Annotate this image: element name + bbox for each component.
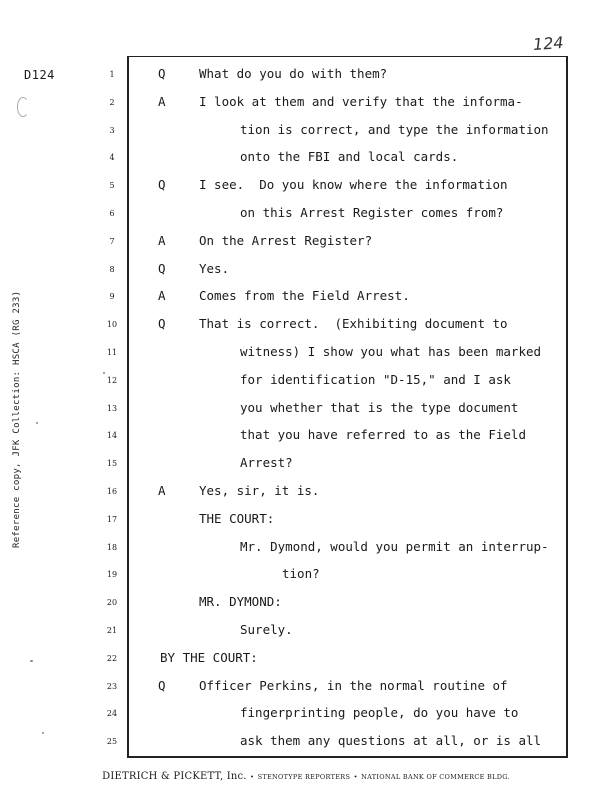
transcript-line [0,287,612,307]
line-number: 10 [106,320,118,330]
footer-separator: • [353,773,358,781]
bottom-rule [127,756,568,758]
speaker-label: Q [158,177,166,193]
line-text: What do you do with them? [199,66,388,81]
line-text: I look at them and verify that the informa- [199,93,523,109]
speaker-label: Q [158,260,166,276]
transcript-line [0,510,612,530]
footer-separator: • [250,773,255,781]
line-text: MR. DYMOND: [199,594,282,610]
line-text: on this Arrest Register comes from? [240,205,504,220]
line-text: ask them any questions at all, or is all [240,733,542,749]
scan-speck [103,372,105,374]
transcript-line [0,538,612,558]
line-number: 8 [109,264,115,274]
speaker-label: Q [158,677,166,693]
line-number: 21 [106,626,118,635]
line-text: tion is correct, and type the information [240,121,549,137]
speaker-label: A [158,93,166,109]
line-text: Surely. [240,622,293,637]
line-number: 18 [106,542,118,552]
line-text: fingerprinting people, do you have to [240,705,519,721]
line-text: that you have referred to as the Field [240,427,526,443]
line-number: 19 [106,570,118,580]
scan-speck [36,422,38,424]
line-text: Officer Perkins, in the normal routine of [199,677,508,693]
handwritten-page-number: 124 [532,32,565,55]
line-number: 3 [109,125,115,135]
transcript-line [0,649,612,669]
speaker-label: Q [158,316,166,332]
line-number: 2 [109,97,115,107]
line-text: That is correct. (Exhibiting document to [199,316,508,332]
scan-speck [42,732,44,734]
transcript-line [0,482,612,502]
transcript-line [0,260,612,280]
line-number: 1 [109,70,115,79]
line-number: 9 [109,292,115,302]
line-number: 6 [109,209,115,218]
line-number: 15 [106,459,118,469]
line-text: THE COURT: [199,510,275,526]
line-number: 14 [106,431,118,441]
line-text: witness) I show you what has been marked [240,344,542,359]
transcript-line [0,399,612,419]
line-text: onto the FBI and local cards. [240,149,459,165]
line-number: 17 [106,514,118,524]
line-text: Yes. [199,260,230,276]
transcript-line [0,65,612,85]
transcript-line [0,732,612,752]
speaker-label: Q [158,66,166,81]
line-number: 7 [109,236,115,246]
line-text: On the Arrest Register? [199,232,373,248]
transcript-line [0,93,612,113]
line-number: 11 [106,348,118,357]
line-number: 13 [106,403,118,413]
footer [0,771,612,782]
line-number: 22 [106,653,118,663]
transcript-line [0,315,612,335]
line-text: Arrest? [240,455,293,471]
transcript-line [0,121,612,141]
transcript-line [0,176,612,196]
line-number: 12 [106,375,118,385]
page-id: D124 [24,68,55,82]
line-number: 5 [109,181,115,191]
top-rule [127,56,568,57]
line-text: I see. Do you know where the information [199,177,508,193]
line-text: for identification "D-15," and I ask [240,371,511,387]
footer-role: STENOTYPE REPORTERS [257,773,351,781]
transcript-line [0,593,612,613]
line-text: Yes, sir, it is. [199,483,320,498]
line-number: 20 [106,598,118,608]
footer-address: NATIONAL BANK OF COMMERCE BLDG. [361,773,510,781]
line-text: you whether that is the type document [240,399,519,415]
line-text: Mr. Dymond, would you permit an interrup- [240,538,549,554]
line-text: tion? [282,566,320,582]
transcript-line [0,232,612,252]
transcript-line [0,426,612,446]
transcript-line [0,704,612,724]
transcript-line [0,454,612,474]
speaker-label: A [158,288,166,304]
transcript-line [0,204,612,224]
speaker-label: A [158,232,166,248]
line-number: 16 [106,487,118,496]
scan-speck [30,660,33,662]
speaker-label: A [158,483,166,498]
line-number: 23 [106,681,118,691]
line-number: 4 [109,153,115,163]
line-text: BY THE COURT: [160,649,258,665]
transcript-line [0,371,612,391]
line-number: 24 [106,709,118,719]
line-number: 25 [106,737,118,747]
transcript-line [0,677,612,697]
footer-firm: DIETRICH & PICKETT, Inc. [102,771,247,782]
transcript-line [0,565,612,585]
transcript-line [0,621,612,641]
transcript-line [0,343,612,363]
transcript-line [0,148,612,168]
side-reference-stamp: Reference copy, JFK Collection: HSCA (RG 233) [12,290,22,548]
line-text: Comes from the Field Arrest. [199,288,410,304]
